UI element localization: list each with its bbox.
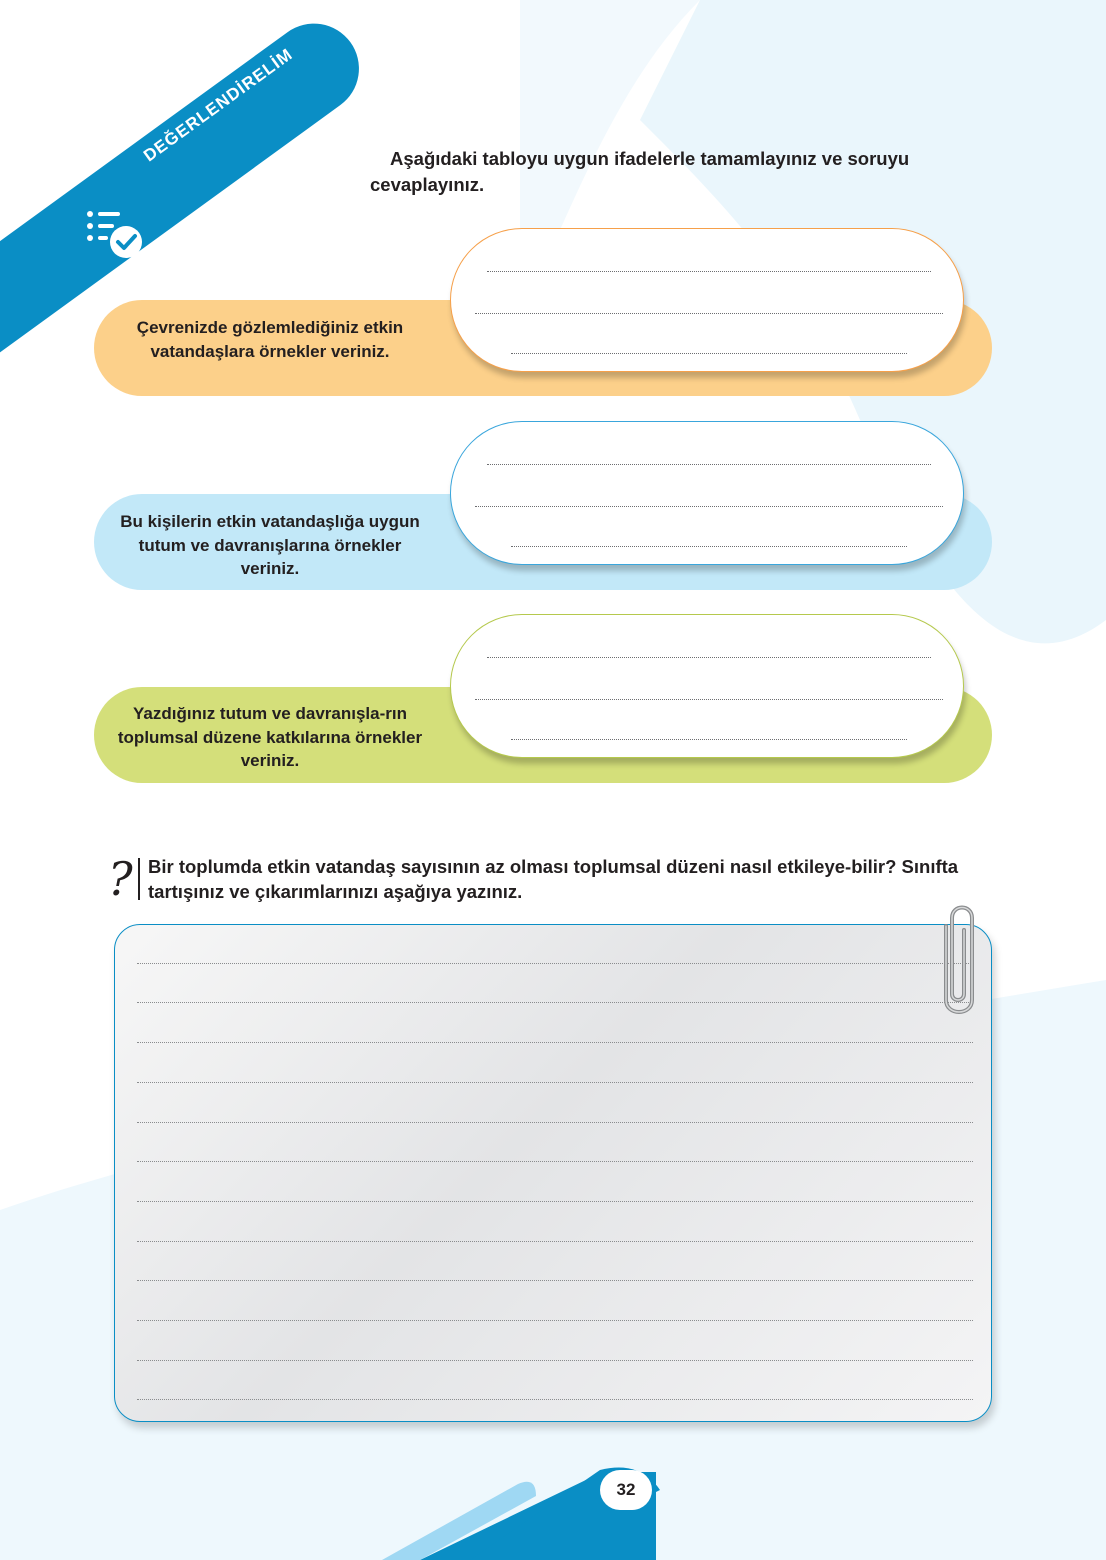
- question-text: Bir toplumda etkin vatandaş sayısının az olması toplumsal düzeni nasıl etkileye-bilir? Sınıfta tartışınız ve çıkarımlarınızı aşağıya yazınız.: [148, 856, 959, 902]
- note-line[interactable]: [137, 963, 973, 964]
- page-number: 32: [600, 1470, 652, 1510]
- answer-card-2[interactable]: [450, 421, 964, 565]
- answer-card-1[interactable]: [450, 228, 964, 372]
- answer-card-3[interactable]: [450, 614, 964, 758]
- paperclip-icon: [922, 900, 982, 1026]
- prompt-label-1: Çevrenizde gözlemlediğiniz etkin vatandaşlara örnekler veriniz.: [136, 318, 404, 361]
- note-line[interactable]: [137, 1280, 973, 1281]
- checklist-icon: [82, 204, 146, 260]
- question-mark-icon: ?: [108, 852, 133, 906]
- prompt-label-2: Bu kişilerin etkin vatandaşlığa uygun tutum ve davranışlarına örnekler veriniz.: [120, 512, 420, 578]
- answer-line[interactable]: [511, 353, 907, 354]
- prompt-label-3: Yazdığınız tutum ve davranışla-rın toplumsal düzene katkılarına örnekler veriniz.: [117, 704, 423, 770]
- note-line[interactable]: [137, 1161, 973, 1162]
- note-line[interactable]: [137, 1082, 973, 1083]
- answer-line[interactable]: [475, 699, 943, 700]
- note-line[interactable]: [137, 1201, 973, 1202]
- note-line[interactable]: [137, 1042, 973, 1043]
- note-line[interactable]: [137, 1122, 973, 1123]
- instruction-text: Aşağıdaki tabloyu uygun ifadelerle tamamlayınız ve soruyu cevaplayınız.: [370, 148, 910, 195]
- footer-decoration: [0, 1400, 1106, 1560]
- question-divider: [138, 858, 140, 900]
- answer-line[interactable]: [475, 313, 943, 314]
- answer-line[interactable]: [487, 657, 931, 658]
- note-line[interactable]: [137, 1002, 973, 1003]
- note-line[interactable]: [137, 1360, 973, 1361]
- answer-line[interactable]: [487, 271, 931, 272]
- answer-line[interactable]: [511, 546, 907, 547]
- answer-line[interactable]: [475, 506, 943, 507]
- note-line[interactable]: [137, 1241, 973, 1242]
- note-line[interactable]: [137, 1320, 973, 1321]
- answer-line[interactable]: [487, 464, 931, 465]
- section-title: DEĞERLENDİRELİM: [140, 44, 297, 166]
- answer-line[interactable]: [511, 739, 907, 740]
- answer-note-card[interactable]: [114, 924, 992, 1422]
